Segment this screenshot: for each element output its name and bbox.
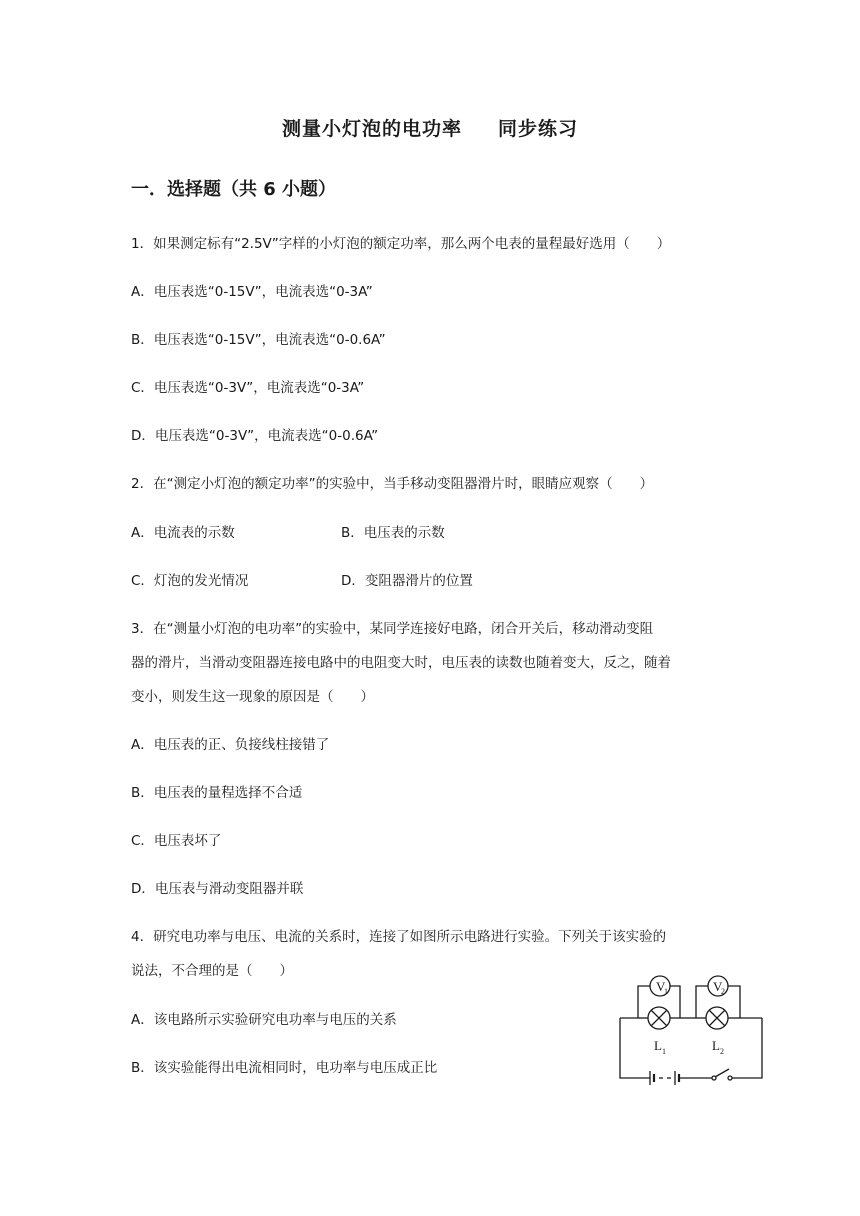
title-main: 测量小灯泡的电功率: [281, 118, 462, 140]
wire-left: [620, 1018, 650, 1078]
page-title: [0, 114, 860, 141]
title-sub: 同步练习: [498, 118, 579, 140]
q2-stem: 2．在“测定小灯泡的额定功率”的实验中，当手移动变阻器滑片时，眼睛应观察（ ）: [131, 476, 654, 492]
q2-option-a: A．电流表的示数: [131, 525, 235, 541]
section-heading: 一．选择题（共 6 小题）: [131, 179, 337, 200]
q1-option-a: A．电压表选“0-15V”，电流表选“0-3A”: [131, 284, 373, 300]
lamp2-subscript: 2: [720, 1047, 724, 1056]
lamp1-label: L: [654, 1038, 662, 1053]
meter2-label: V: [713, 979, 723, 994]
q2-option-c: C．灯泡的发光情况: [131, 573, 249, 589]
q1-stem: 1．如果测定标有“2.5V”字样的小灯泡的额定功率，那么两个电表的量程最好选用（ ）: [131, 236, 671, 252]
q4-stem-line-2: 说法，不合理的是（ ）: [131, 963, 293, 979]
q1-option-c: C．电压表选“0-3V”，电流表选“0-3A”: [131, 380, 365, 396]
q3-stem-line-2: 器的滑片，当滑动变阻器连接电路中的电阻变大时，电压表的读数也随着变大，反之，随着: [131, 655, 671, 671]
q1-option-d: D．电压表选“0-3V”，电流表选“0-0.6A”: [131, 428, 379, 444]
switch-icon: [712, 1069, 732, 1080]
v1-lead-right: [670, 986, 680, 1018]
lamp1-subscript: 1: [662, 1047, 666, 1056]
meter1-label: V: [656, 979, 666, 994]
q4-option-b: B．该实验能得出电流相同时，电功率与电压成正比: [131, 1060, 438, 1076]
q3-option-d: D．电压表与滑动变阻器并联: [131, 881, 304, 897]
q4-option-a: A．该电路所示实验研究电功率与电压的关系: [131, 1012, 397, 1028]
circuit-diagram: [612, 968, 770, 1088]
lamp2-label: L: [712, 1038, 720, 1053]
v1-lead-left: [638, 986, 650, 1018]
v2-lead-left: [696, 986, 708, 1018]
meter2-subscript: 2: [721, 987, 725, 996]
q3-option-c: C．电压表坏了: [131, 833, 222, 849]
v2-lead-right: [728, 986, 740, 1018]
q2-option-d: D．变阻器滑片的位置: [341, 573, 473, 589]
q3-option-a: A．电压表的正、负接线柱接错了: [131, 737, 330, 753]
q4-stem-line-1: 4．研究电功率与电压、电流的关系时，连接了如图所示电路进行实验。下列关于该实验的: [131, 929, 667, 945]
voltmeter-v1-icon: [650, 976, 670, 996]
lamp-l2-icon: [706, 1007, 728, 1029]
voltmeter-v2-icon: [708, 976, 728, 996]
q3-option-b: B．电压表的量程选择不合适: [131, 785, 303, 801]
q3-stem-line-3: 变小，则发生这一现象的原因是（ ）: [131, 689, 374, 705]
q2-option-b: B．电压表的示数: [341, 525, 445, 541]
q1-option-b: B．电压表选“0-15V”，电流表选“0-0.6A”: [131, 332, 386, 348]
lamp-l1-icon: [648, 1007, 670, 1029]
wire-right: [730, 1018, 762, 1078]
battery-icon: [650, 1071, 712, 1085]
q3-stem-line-1: 3．在“测量小灯泡的电功率”的实验中，某同学连接好电路，闭合开关后，移动滑动变阻: [131, 621, 654, 637]
meter1-subscript: 1: [664, 987, 668, 996]
